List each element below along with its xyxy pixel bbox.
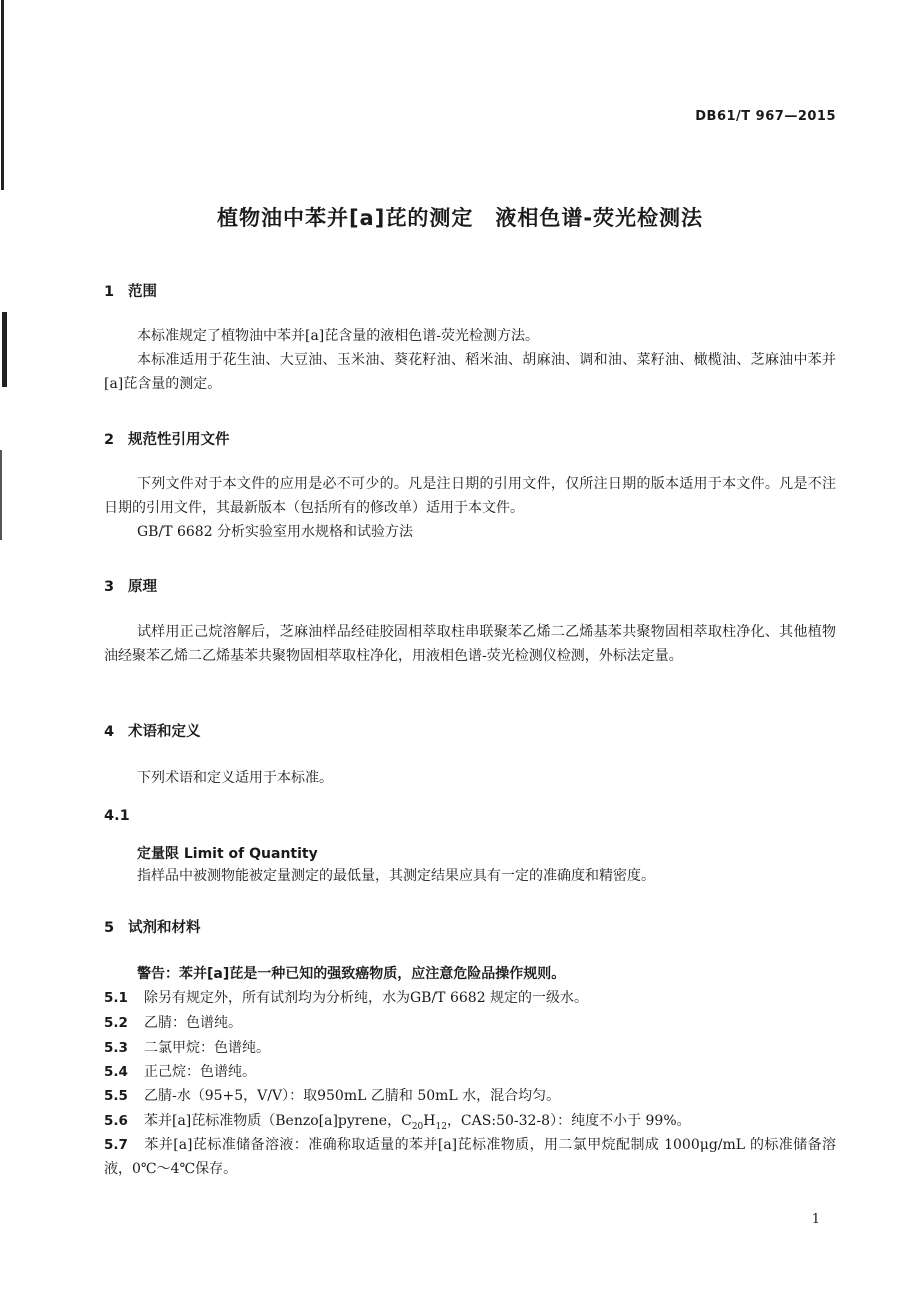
section-2-heading bbox=[104, 428, 230, 449]
warning-note: 警告：苯并[a]芘是一种已知的强致癌物质，应注意危险品操作规则。 bbox=[137, 966, 566, 982]
list-item bbox=[104, 1012, 242, 1032]
section-3-paragraph-1: 试样用正己烷溶解后，芝麻油样品经硅胶固相萃取柱串联聚苯乙烯二乙烯基苯共聚物固相萃取柱净化、其他植物油经聚苯乙烯二乙烯基苯共聚物固相萃取柱净化，用液相色谱-荧光检测仪检测，外标法定量。 bbox=[104, 624, 836, 664]
document-title: 植物油中苯并[a]芘的测定 液相色谱-荧光检测法 bbox=[216, 206, 704, 230]
section-4-paragraph-1: 下列术语和定义适用于本标准。 bbox=[137, 770, 333, 786]
term-name: 定量限 Limit of Quantity bbox=[137, 846, 318, 862]
list-item bbox=[104, 1037, 270, 1057]
section-1-paragraph-2: 本标准适用于花生油、大豆油、玉米油、葵花籽油、稻米油、胡麻油、调和油、菜籽油、橄榄油、芝麻油中苯并[a]芘含量的测定。 bbox=[104, 352, 836, 392]
section-1-heading bbox=[104, 280, 157, 301]
item-number: 5.2 bbox=[104, 1015, 128, 1031]
section-1-paragraph-1: 本标准规定了植物油中苯并[a]芘含量的液相色谱-荧光检测方法。 bbox=[137, 328, 539, 344]
term-definition: 指样品中被测物能被定量测定的最低量，其测定结果应具有一定的准确度和精密度。 bbox=[137, 868, 655, 884]
page-number: 1 bbox=[811, 1212, 820, 1227]
item-text: 乙腈-水（95+5，V/V）：取950mL 乙腈和 50mL 水，混合均匀。 bbox=[144, 1088, 561, 1104]
item-text-c: ，CAS:50-32-8）：纯度不小于 99%。 bbox=[446, 1113, 691, 1129]
scan-edge-mark bbox=[1, 0, 4, 190]
section-3-heading bbox=[104, 575, 157, 596]
section-5-heading bbox=[104, 916, 201, 937]
list-item bbox=[104, 987, 588, 1007]
section-4-heading bbox=[104, 720, 201, 741]
list-item bbox=[104, 1110, 691, 1132]
scan-edge-mark bbox=[2, 312, 7, 387]
item-number: 5.3 bbox=[104, 1040, 128, 1056]
section-number: 2 bbox=[104, 432, 115, 448]
subscript: 20 bbox=[411, 1121, 424, 1132]
section-number: 3 bbox=[104, 579, 115, 595]
section-title: 规范性引用文件 bbox=[128, 432, 230, 448]
item-number: 5.5 bbox=[104, 1088, 128, 1104]
standard-code: DB61/T 967—2015 bbox=[695, 109, 836, 124]
section-title: 术语和定义 bbox=[128, 724, 201, 740]
item-text: 苯并[a]芘标准储备溶液：准确称取适量的苯并[a]芘标准物质，用二氯甲烷配制成 1000μg/mL 的标准储备溶液，0℃～4℃保存。 bbox=[104, 1137, 836, 1177]
section-title: 试剂和材料 bbox=[128, 920, 201, 936]
list-item bbox=[104, 1085, 560, 1105]
section-title: 原理 bbox=[128, 579, 157, 595]
normative-reference: GB/T 6682 分析实验室用水规格和试验方法 bbox=[137, 524, 414, 540]
scan-edge-mark bbox=[0, 450, 2, 540]
section-number: 5 bbox=[104, 920, 115, 936]
list-item bbox=[104, 1133, 836, 1181]
list-item bbox=[104, 1061, 256, 1081]
item-text-b: H bbox=[423, 1113, 436, 1129]
item-number: 5.6 bbox=[104, 1113, 128, 1129]
item-text: 除另有规定外，所有试剂均为分析纯，水为GB/T 6682 规定的一级水。 bbox=[144, 990, 589, 1006]
item-text: 正己烷：色谱纯。 bbox=[144, 1064, 256, 1080]
item-text: 乙腈：色谱纯。 bbox=[144, 1015, 242, 1031]
item-text-a: 苯并[a]芘标准物质（Benzo[a]pyrene，C bbox=[144, 1113, 412, 1129]
item-text: 二氯甲烷：色谱纯。 bbox=[144, 1040, 270, 1056]
section-2-paragraph-1: 下列文件对于本文件的应用是必不可少的。凡是注日期的引用文件，仅所注日期的版本适用于本文件。凡是不注日期的引用文件，其最新版本（包括所有的修改单）适用于本文件。 bbox=[104, 476, 836, 516]
subscript: 12 bbox=[435, 1121, 447, 1132]
item-number: 5.4 bbox=[104, 1064, 128, 1080]
item-number: 5.7 bbox=[104, 1137, 128, 1153]
subsection-4-1-number: 4.1 bbox=[104, 808, 130, 824]
item-number: 5.1 bbox=[104, 990, 128, 1006]
section-number: 1 bbox=[104, 284, 115, 300]
section-number: 4 bbox=[104, 724, 115, 740]
section-title: 范围 bbox=[128, 284, 157, 300]
